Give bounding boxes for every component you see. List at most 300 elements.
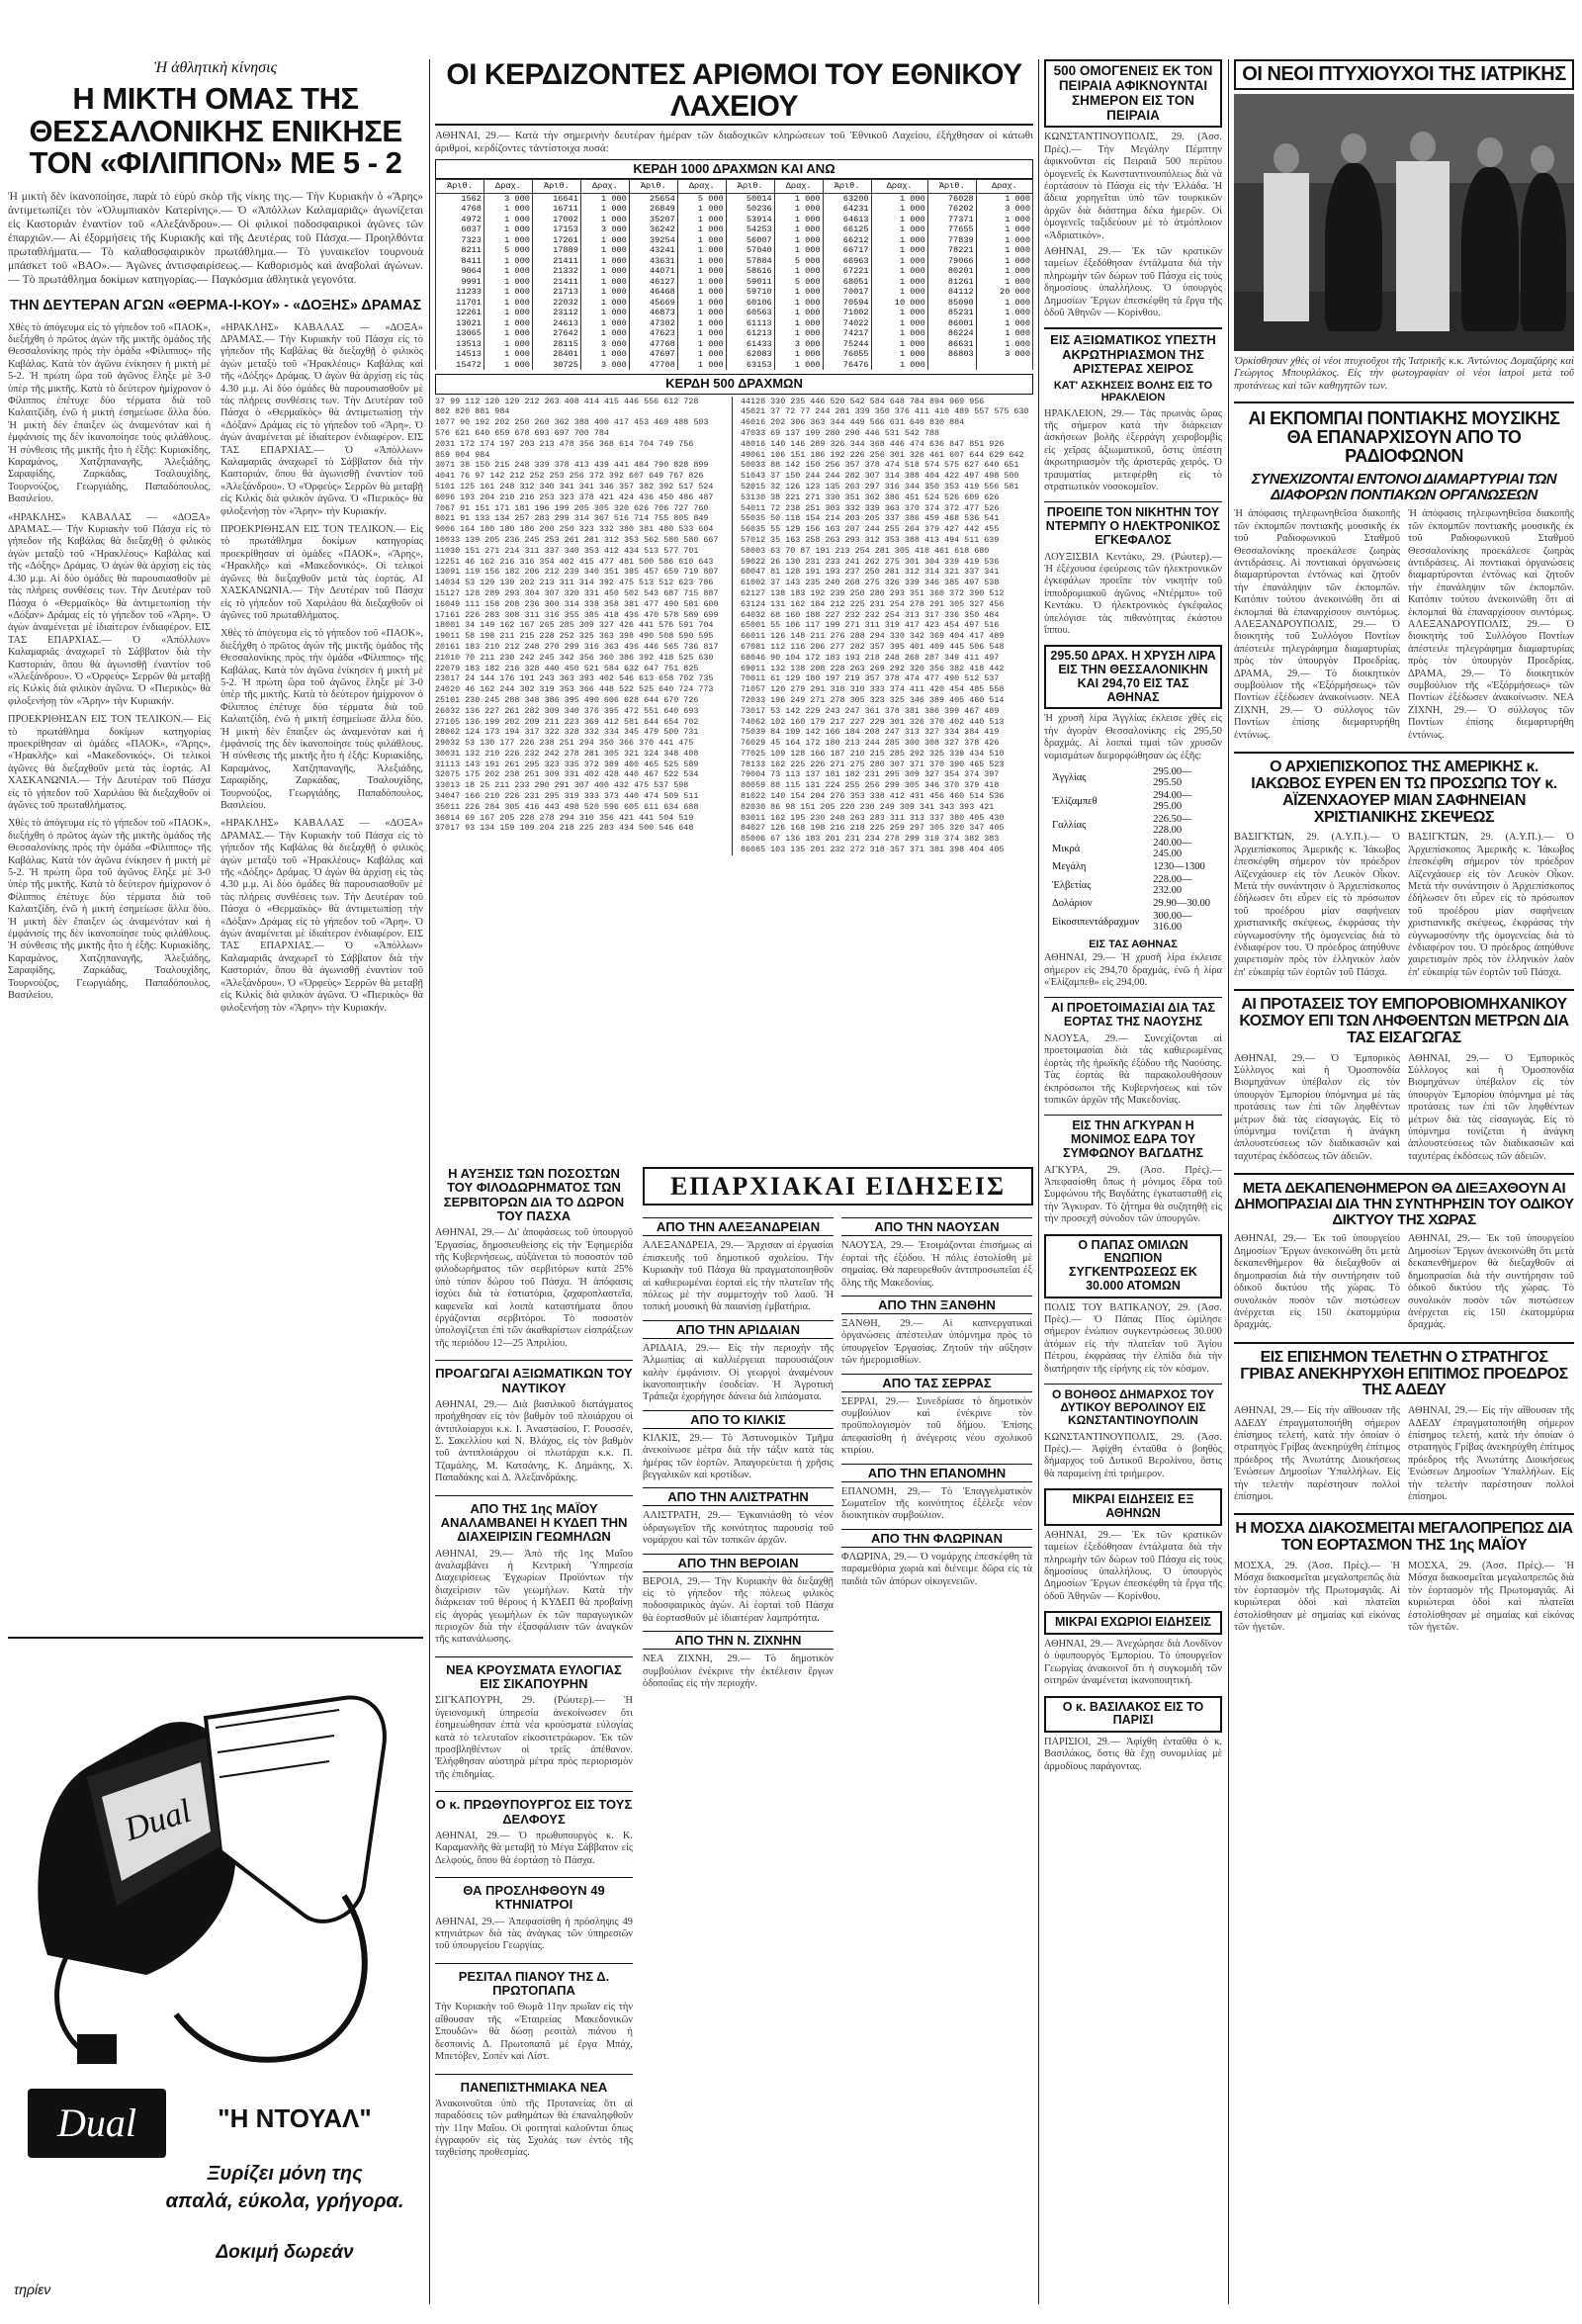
lottery-table xyxy=(435,179,1033,370)
column-news-mid xyxy=(1044,59,1222,1773)
athens-short-body: ΑΘΗΝΑΙ, 29.— Ἐκ τῶν κρατικῶν ταμείων ἐξεδόθησαν ἐντάλματα διὰ τὴν πληρωμὴν τῶν δώρων τοῦ Πάσχα εἰς τοὺς δημοσίους ὑπαλλήλους. Ὁ ὑπουργὸς Δημοσίων Ἔργων ἐπεσκέφθη τὰ ἔργα τῆς ὁδοῦ Ἀθηνῶν — Κορίνθου. xyxy=(1044,1529,1222,1602)
table-cell: 81261 xyxy=(927,277,976,288)
foreign-short-headline: ΜΙΚΡΑΙ ΕΧΩΡΙΟΙ ΕΙΔΗΣΕΙΣ xyxy=(1044,1611,1222,1635)
table-cell: 57884 xyxy=(726,256,774,267)
foreign-short-body: ΑΘΗΝΑΙ, 29.— Ἀνεχώρησε διὰ Λονδῖνον ὁ ὑφυπουργὸς Ἐμπορίου. Τὸ ὑπουργεῖον Γεωργίας ἀνακοινοῖ ὅτι ἡ συγκομιδὴ τῶν σιτηρῶν ἀναμένεται ἱκανοποιητική. xyxy=(1044,1638,1222,1687)
price-row xyxy=(1046,874,1220,896)
table-cell: 17889 xyxy=(532,245,580,256)
lottery-number-line: 80059 88 115 131 224 255 256 299 305 346 370 379 418 xyxy=(741,780,1000,791)
lottery-number-line: 53130 38 221 271 330 351 362 386 451 524 526 609 626 xyxy=(741,492,1000,502)
lottery-number-line: 4041 76 97 142 212 252 253 256 372 392 607 649 767 826 xyxy=(435,471,704,482)
table-cell: 13021 xyxy=(436,318,484,329)
provincial-item-body: ΚΙΛΚΙΣ, 29.— Τὸ Ἀστυνομικὸν Τμῆμα ἀνεκοίνωσε μέτρα διὰ τὴν τάξιν κατὰ τὰς ἡμέρας τῶν ἑορτῶν. Ἀπαγορεύεται ἡ χρῆσις βεγγαλικῶν καὶ κροτίδων. xyxy=(643,1432,834,1480)
ad-brand-logo: Dual xyxy=(28,2089,166,2158)
table-row xyxy=(436,339,1033,350)
table-cell: 46127 xyxy=(629,277,677,288)
naousa-body: ΝΑΟΥΣΑ, 29.— Συνεχίζονται αἱ προετοιμασίαι διὰ τὰς καθιερωμένας ἑορτὰς τῆς ἡρωϊκῆς ἐξόδου τῆς Ναούσης. Τὰς ἑορτὰς θὰ παρακολουθήσουν ἐκπρόσωποι τῆς Κυβερνήσεως καὶ τῶν τοπικῶν ἀρχῶν τῆς Μακεδονίας. xyxy=(1044,1032,1222,1106)
lottery-number-line: 6096 193 204 210 216 253 323 378 421 424 436 450 486 487 xyxy=(435,492,714,502)
table-cell: 84112 xyxy=(927,287,976,298)
table-cell: 5 000 xyxy=(677,193,726,204)
table-cell: 71002 xyxy=(823,308,871,318)
lottery-number-line: 2031 172 174 197 203 213 478 356 368 614 704 749 756 xyxy=(435,438,694,449)
graduates-photo xyxy=(1234,94,1574,351)
roads-body: ΑΘΗΝΑΙ, 29.— Ἐκ τοῦ ὑπουργείου Δημοσίων Ἔργων ἀνεκοινώθη ὅτι μετὰ δεκαπενθήμερον θὰ διεξαχθοῦν αἱ δημοπρασίαι διὰ τὴν συντήρησιν τοῦ ὁδικοῦ δικτύου τῆς χώρας. Τὸ συνολικὸν ποσὸν τῶν πιστώσεων ἀνέρχεται εἰς 150 ἑκατομμύρια δραχμάς. xyxy=(1234,1233,1400,1331)
lottery-number-line: 23017 24 144 176 191 243 363 393 402 546 613 658 702 735 xyxy=(435,673,714,684)
table-cell: 1 000 xyxy=(677,328,726,339)
provincial-dateline-heading: ΑΠΟ ΤΗΝ Ν. ΖΙΧΝΗΝ xyxy=(643,1631,834,1650)
table-row xyxy=(436,308,1033,318)
table-cell: 77839 xyxy=(927,235,976,246)
table-cell: 4768 xyxy=(436,204,484,215)
table-cell: 36242 xyxy=(629,224,677,235)
table-cell: 23112 xyxy=(532,308,580,318)
lottery-number-line: 802 820 881 984 xyxy=(435,406,510,417)
table-cell: 1 000 xyxy=(483,215,532,225)
table-row xyxy=(436,360,1033,371)
table-cell: 62083 xyxy=(726,349,774,360)
lottery-number-line: 46016 202 306 363 344 449 566 631 640 830 884 xyxy=(741,417,965,428)
table-row xyxy=(436,245,1033,256)
ad-brand-caption: "Η ΝΤΟΥΑΛ" xyxy=(218,2103,372,2133)
lottery-number-line: 12251 46 162 216 316 354 402 415 477 481 500 586 610 643 xyxy=(435,556,714,567)
story3-headline: ΑΠΟ ΤΗΣ 1ης ΜΑΪΟΥ ΑΝΑΛΑΜΒΑΝΕΙ Η ΚΥΔΕΠ ΤΗΝ ΔΙΑΧΕΙΡΙΣΙΝ ΓΕΩΜΗΛΩΝ xyxy=(435,1495,633,1545)
lottery-column-header: Δραχ. xyxy=(774,180,823,194)
lottery-number-line: 85006 67 136 183 201 231 234 278 299 319 374 382 383 xyxy=(741,834,1000,845)
table-cell: 35207 xyxy=(629,215,677,225)
table-cell: 1 000 xyxy=(774,245,823,256)
table-cell: 1 000 xyxy=(871,318,927,329)
table-cell: 1 000 xyxy=(580,204,629,215)
officer-subhead: ΚΑΤ' ΑΣΚΗΣΕΙΣ ΒΟΛΗΣ ΕΙΣ ΤΟ ΗΡΑΚΛΕΙΟΝ xyxy=(1053,380,1213,404)
lottery-number-line: 62127 138 183 192 239 250 280 293 351 360 372 390 512 xyxy=(741,587,1005,598)
table-row xyxy=(436,193,1033,204)
table-cell: 1 000 xyxy=(677,349,726,360)
table-cell: 77371 xyxy=(927,215,976,225)
pontic-headline: ΑΙ ΕΚΠΟΜΠΑΙ ΠΟΝΤΙΑΚΗΣ ΜΟΥΣΙΚΗΣ ΘΑ ΕΠΑΝΑΡΧΙΣΟΥΝ ΑΠΟ ΤΟ ΡΑΔΙΟΦΩΝΟΝ xyxy=(1234,402,1574,466)
table-cell: 1 000 xyxy=(483,298,532,309)
lottery-number-line: 28062 124 173 194 317 322 328 332 334 345 479 500 731 xyxy=(435,727,699,738)
table-cell: 1 000 xyxy=(580,193,629,204)
table-cell: 1 000 xyxy=(976,235,1032,246)
table-cell: 50236 xyxy=(726,204,774,215)
lottery-number-line: 36014 69 167 205 228 278 294 310 356 421 441 504 519 xyxy=(435,812,694,823)
table-cell: 1 000 xyxy=(976,215,1032,225)
provincial-dateline-heading: ΑΠΟ ΤΗΝ ΝΑΟΥΣΑΝ xyxy=(841,1217,1032,1236)
table-cell: 1 000 xyxy=(976,277,1032,288)
table-cell: 59710 xyxy=(726,287,774,298)
table-cell: 46468 xyxy=(629,287,677,298)
table-row xyxy=(436,349,1033,360)
table-cell: 1 000 xyxy=(871,287,927,298)
lottery-number-line: 37017 93 134 159 189 204 218 225 283 434 500 546 648 xyxy=(435,823,694,834)
omogeneis-body: ΚΩΝΣΤΑΝΤΙΝΟΥΠΟΛΙΣ, 29. (Ἀσσ. Πρὲς).— Τὴν Μεγάλην Πέμπτην ἀφικνοῦνται εἰς Πειραιᾶ 500 περίπου ὁμογενεῖς ἐκ Κωνσταντινουπόλεως διὰ νὰ ἑορτάσουν τὸ Πάσχα εἰς τὴν Ἑλλάδα. Ἡ ἄδεια χορηγεῖται ὑπὸ τῶν τουρκικῶν ἀρχῶν διὰ διάστημα δέκα ἡμερῶν. Οἱ ὁμογενεῖς ταξιδεύουν μὲ τὸ ἀτμόπλοιον «Ἀδριατικόν». xyxy=(1044,132,1222,241)
table-cell: 5 000 xyxy=(774,277,823,288)
table-cell: 66212 xyxy=(823,235,871,246)
lottery-number-line: 75039 84 109 142 166 184 208 247 313 327 334 384 419 xyxy=(741,727,1000,738)
lottery-column-header: Ἀριθ. xyxy=(823,180,871,194)
table-cell: 54253 xyxy=(726,224,774,235)
table-row xyxy=(436,328,1033,339)
lottery-number-line: 86085 103 135 201 232 272 318 357 371 381 398 404 405 xyxy=(741,845,1005,855)
table-cell: 75244 xyxy=(823,339,871,350)
imports-headline: ΑΙ ΠΡΟΤΑΣΕΙΣ ΤΟΥ ΕΜΠΟΡΟΒΙΟΜΗΧΑΝΙΚΟΥ ΚΟΣΜΟΥ ΕΠΙ ΤΩΝ ΛΗΦΘΕΝΤΩΝ ΜΕΤΡΩΝ ΔΙΑ ΤΑΣ ΕΙΣΑΓΩΓΑΣ xyxy=(1234,989,1574,1046)
table-cell: 1 000 xyxy=(871,204,927,215)
officer-body: ΗΡΑΚΛΕΙΟΝ, 29.— Τὰς πρωινὰς ὥρας τῆς σήμερον κατὰ τὴν διάρκειαν ἀσκήσεων βολῆς ἐξερράγη χειροβομβὶς εἰς χεῖρας ἀξιωματικοῦ, ὅστις ὑπέστη ἀκρωτηριασμὸν τῆς ἀριστερᾶς χειρός. Ὁ τραυματίας μετεφέρθη εἰς τὸ στρατιωτικὸν νοσοκομεῖον. xyxy=(1044,407,1222,492)
table-row xyxy=(436,204,1033,215)
table-cell: 1 000 xyxy=(871,193,927,204)
table-cell: 1 000 xyxy=(677,266,726,277)
table-cell: 1 000 xyxy=(774,349,823,360)
grivas-body: ΑΘΗΝΑΙ, 29.— Εἰς τὴν αἴθουσαν τῆς ΑΔΕΔΥ ἐπραγματοποιήθη σήμερον ἐπίσημος τελετή, κατὰ τὴν ὁποίαν ὁ στρατηγὸς Γρίβας ἀνεκηρύχθη ἐπίτιμος πρόεδρος τῆς Ἀνωτάτης Διοικήσεως Ἑνώσεων Δημοσίων Ὑπαλλήλων. Εἰς τὴν τελετὴν παρέστησαν πολλοὶ ἐπίσημοι. xyxy=(1234,1405,1400,1502)
column-rule-1 xyxy=(429,59,430,2304)
table-cell: 64231 xyxy=(823,204,871,215)
table-cell: 1 000 xyxy=(580,287,629,298)
table-cell: 66717 xyxy=(823,245,871,256)
pontic-body: Ἡ ἀπόφασις τηλεφωνηθεῖσα διακοπῆς τῶν ἐκπομπῶν ποντιακῆς μουσικῆς ἐκ τοῦ Ραδιοφωνικοῦ Σταθμοῦ Θεσσαλονίκης προεκάλεσε ζωηρὰς ἀντιδράσεις. Αἱ ποντιακαὶ ὀργανώσεις διαμαρτύρονται ἐντόνως καὶ ζητοῦν τὴν ἐπανάληψιν τῶν ἐκπομπῶν. Κατόπιν τούτου ἀνεκοινώθη ὅτι αἱ ἐκπομπαὶ θὰ ἐπαναρχίσουν συντόμως. ΑΛΕΞΑΝΔΡΟΥΠΟΛΙΣ, 29.— Ὁ διοικητὴς τοῦ Συλλόγου Ποντίων ἀπέστειλε τηλεγράφημα διαμαρτυρίας πρὸς τὸν ὑπουργὸν Προεδρίας. ΔΡΑΜΑ, 29.— Τὸ διοικητικὸν συμβούλιον τῆς «Ἐξόρμήσεως» τῶν Ποντίων ἐξέδωσεν ἀνακοίνωσιν. ΝΕΑ ΖΙΧΝΗ, 29.— Ὁ σύλλογος τῶν Ποντίων ἐπίσης διεμαρτυρήθη ἐντόνως. xyxy=(1234,508,1400,741)
table-cell: 1 000 xyxy=(871,245,927,256)
table-cell: 5 000 xyxy=(483,245,532,256)
table-cell: 3 000 xyxy=(483,193,532,204)
table-row xyxy=(436,287,1033,298)
table-cell: 61113 xyxy=(726,318,774,329)
lottery-number-line: 71057 120 279 291 318 310 333 374 411 420 454 485 558 xyxy=(741,684,1005,695)
sports-body-c: ΠΡΟΕΚΡΙΘΗΣΑΝ ΕΙΣ ΤΟΝ ΤΕΛΙΚΟΝ.— Εἰς τὸ πρωτάθλημα δοκίμων κατηγορίας προεκρίθησαν αἱ ὁμάδες «ΠΑΟΚ», «Ἄρης», «Ἡρακλῆς» καὶ «Μακεδονικός». Οἱ τελικοὶ ἀγῶνες θὰ διεξαχθοῦν μετὰ τὰς ἑορτάς. ΑΙ ΧΑΣΚΑΝΩΝΙΑ.— Τὴν Δευτέραν τοῦ Πάσχα εἰς τὸ γήπεδον τοῦ Χαριλάου θὰ διεξαχθοῦν οἱ ἀγῶνες τοῦ πρωταθλήματος. xyxy=(8,714,211,812)
roads-headline: ΜΕΤΑ ΔΕΚΑΠΕΝΘΗΜΕΡΟΝ ΘΑ ΔΙΕΞΑΧΘΟΥΝ ΑΙ ΔΗΜΟΠΡΑΣΙΑΙ ΔΙΑ ΤΗΝ ΣΥΝΤΗΡΗΣΙΝ ΤΟΥ ΟΔΙΚΟΥ ΔΙΚΤΥΟΥ ΤΗΣ ΧΩΡΑΣ xyxy=(1234,1173,1574,1227)
lottery-number-line: 30031 132 210 226 232 242 278 281 305 321 324 348 408 xyxy=(435,748,699,759)
table-cell: 11233 xyxy=(436,287,484,298)
story2-headline: ΠΡΟΑΓΩΓΑΙ ΑΞΙΩΜΑΤΙΚΩΝ ΤΟΥ ΝΑΥΤΙΚΟΥ xyxy=(435,1360,633,1395)
table-cell: 39254 xyxy=(629,235,677,246)
gold-athens-body: ΑΘΗΝΑΙ, 29.— Ἡ χρυσῆ λίρα ἐκλεισε σήμερον εἰς 294,70 δραχμάς, ἐνῶ ἡ λίρα «Ἐλίζαμπεθ» εἰς 294,00. xyxy=(1044,952,1222,989)
story7-body: Τὴν Κυριακὴν τοῦ Θωμᾶ 11ην πρωΐαν εἰς τὴν αἴθουσαν τῆς «Ἑταιρείας Μακεδονικῶν Σπουδῶν» θὰ δώσῃ ρεσιτὰλ πιάνου ἡ δεσποινὶς Δ. Πρωτοπαπᾶ μὲ ἔργα Μπάχ, Μπετόβεν, Σοπὲν καὶ Λίστ. xyxy=(435,2002,633,2063)
provincial-item-body: ΝΑΟΥΣΑ, 29.— Ἐτοιμάζονται ἐπισήμως αἱ ἑορταὶ τῆς ἐξόδου. Ἡ πόλις ἐστολίσθη μὲ σημαίας. Θὰ παρευρεθοῦν ἀντιπροσωπεῖαι ἐξ ὅλης τῆς Μακεδονίας. xyxy=(841,1240,1032,1289)
table-cell: 1 000 xyxy=(774,287,823,298)
table-cell: 1 000 xyxy=(483,266,532,277)
lottery-number-line: 59022 26 130 231 233 241 262 275 301 304 339 419 536 xyxy=(741,556,1000,567)
table-cell: 1 000 xyxy=(483,360,532,371)
table-cell: 1 000 xyxy=(580,308,629,318)
iakovos-headline: Ο ΑΡΧΙΕΠΙΣΚΟΠΟΣ ΤΗΣ ΑΜΕΡΙΚΗΣ κ. ΙΑΚΩΒΟΣ ΕΥΡΕΝ ΕΝ ΤΩ ΠΡΟΣΩΠΩ ΤΟΥ κ. ΑΪΖΕΝΧΑΟΥΕΡ ΜΙΑΝ ΣΑΦΗΝΕΙΑΝ ΧΡΙΣΤΙΑΝΙΚΗΣ ΣΚΕΨΕΩΣ xyxy=(1234,752,1574,826)
table-cell: 76028 xyxy=(927,193,976,204)
price-cell: 1230—1300 xyxy=(1153,861,1205,873)
table-row xyxy=(436,215,1033,225)
price-cell: Εἰκοσιπεντάδραχμον xyxy=(1052,916,1140,928)
table-cell: 21332 xyxy=(532,266,580,277)
lottery-number-line: 52015 32 126 123 135 263 297 316 344 350 353 419 556 581 xyxy=(741,481,1019,492)
sports-body-a: Χθὲς τὸ ἀπόγευμα εἰς τὸ γήπεδον τοῦ «ΠΑΟΚ», διεξήχθη ὁ πρῶτος ἀγὼν τῆς μικτῆς ὁμάδος τῆς Θεσσαλονίκης πρὸς τὴν ὁμάδα «Φίλιππος» τῆς Καβάλας. Κατὰ τὸν ἀγῶνα ἐνίκησεν ἡ μικτὴ μὲ 5-2. Ἡ πρώτη ὥρα τοῦ ἀγῶνος ἔληξε μὲ 3-0 ὑπὲρ τῆς μικτῆς. Κατὰ τὸ δεύτερον ἡμίχρονον ὁ Φίλιππος ἐπέτυχε δύο τέρματα διὰ τοῦ Καλαιτζίδη, ἐνῶ ἡ μικτὴ ἐσημείωσε ἄλλα δύο. Ἡ μικτὴ δὲν ἔπαιξεν ὡς ἀναμενόταν καὶ ἡ ἐμφάνισίς της δὲν ἱκανοποίησε τοὺς φιλάθλους. Ἡ σύνθεσις τῆς μικτῆς ἦτο ἡ ἑξῆς: Κυριακίδης, Καραμάνος, Χατζηπαναγῆς, Ἀλεξιάδης, Σαραφίδης, Ζαρκάδας, Τσαλουχίδης, Τουρνούζος, Γεωργιάδης, Παπαδόπουλος, Βασιλείου. xyxy=(8,321,211,505)
table-cell: 1 000 xyxy=(483,256,532,267)
table-cell: 3 000 xyxy=(774,339,823,350)
sports-headline: Η ΜΙΚΤΗ ΟΜΑΣ ΤΗΣ ΘΕΣΣΑΛΟΝΙΚΗΣ ΕΝΙΚΗΣΕ ΤΟΝ «ΦΙΛΙΠΠΟΝ» ΜΕ 5 - 2 xyxy=(29,81,402,181)
table-cell: 13065 xyxy=(436,328,484,339)
table-cell: 1 000 xyxy=(976,266,1032,277)
price-cell: Ἐλβετίας xyxy=(1052,879,1092,891)
table-cell: 86631 xyxy=(927,339,976,350)
table-row xyxy=(436,224,1033,235)
provincial-news xyxy=(643,1167,1033,1690)
price-cell: 295.00—295.50 xyxy=(1153,766,1192,789)
lottery-number-line: 19011 58 198 211 215 228 252 325 363 398 490 508 590 595 xyxy=(435,631,714,642)
story5-body: ΑΘΗΝΑΙ, 29.— Ὁ πρωθυπουργὸς κ. Κ. Καραμανλῆς θὰ μεταβῇ τὸ Μέγα Σάββατον εἰς Δελφούς, ὅπου θὰ ἑορτάσῃ τὸ Πάσχα. xyxy=(435,1830,633,1866)
lottery-number-line: 66011 126 148 211 276 288 294 330 342 369 404 417 489 xyxy=(741,631,1005,642)
provincial-dateline-heading: ΑΠΟ ΤΟ ΚΙΛΚΙΣ xyxy=(643,1410,834,1429)
table-cell: 58616 xyxy=(726,266,774,277)
moscow-headline: Η ΜΟΣΧΑ ΔΙΑΚΟΣΜΕΙΤΑΙ ΜΕΓΑΛΟΠΡΕΠΩΣ ΔΙΑ ΤΟΝ ΕΟΡΤΑΣΜΟΝ ΤΗΣ 1ης ΜΑΪΟΥ xyxy=(1234,1513,1574,1555)
provincial-dateline-heading: ΑΠΟ ΤΗΝ ΒΕΡΟΙΑΝ xyxy=(643,1554,834,1572)
price-cell: Μικρά xyxy=(1052,843,1081,854)
lottery-table-header xyxy=(436,180,1033,194)
lottery-number-line: 63124 131 162 184 212 225 231 254 278 291 305 327 456 xyxy=(741,598,1005,609)
lottery-number-line: 58003 63 70 87 191 213 254 281 305 418 461 618 680 xyxy=(741,545,990,556)
table-cell: 86803 xyxy=(927,349,976,360)
table-cell: 79066 xyxy=(927,256,976,267)
lottery-lead: ΑΘΗΝΑΙ, 29.— Κατὰ τὴν σημερινὴν δευτέραν ἡμέραν τῶν διαδοχικῶν κληρώσεων τοῦ Ἐθνικοῦ Λαχείου, ἐξήχθησαν οἱ κάτωθι ἀριθμοί, κερδίζοντες τἀντίστοιχα ποσά: xyxy=(435,130,1033,154)
table-cell: 4972 xyxy=(436,215,484,225)
table-cell: 1562 xyxy=(436,193,484,204)
table-cell: 1 000 xyxy=(871,339,927,350)
table-cell: 1 000 xyxy=(871,277,927,288)
table-cell: 1 000 xyxy=(976,318,1032,329)
column-lottery xyxy=(435,59,1033,855)
table-cell: 1 000 xyxy=(871,328,927,339)
table-cell: 1 000 xyxy=(774,266,823,277)
lottery-table-title: ΚΕΡΔΗ 1000 ΔΡΑΧΜΩΝ ΚΑΙ ΑΝΩ xyxy=(435,159,1033,179)
athens-short-headline: ΜΙΚΡΑΙ ΕΙΔΗΣΕΙΣ ΕΞ ΑΘΗΝΩΝ xyxy=(1044,1488,1222,1526)
lottery-column-header: Δραχ. xyxy=(677,180,726,194)
vasilakos-body: ΠΑΡΙΣΙΟΙ, 29.— Ἀφίχθη ἐνταῦθα ὁ κ. Βασιλάκος, ὅστις θὰ ἔχῃ συνομιλίας μὲ ἁρμοδίους παράγοντας. xyxy=(1044,1737,1222,1772)
provincial-dateline-heading: ΑΠΟ ΤΗΝ ΦΛΩΡΙΝΑΝ xyxy=(841,1529,1032,1548)
roads-body-cont: ΑΘΗΝΑΙ, 29.— Ἐκ τοῦ ὑπουργείου Δημοσίων Ἔργων ἀνεκοινώθη ὅτι μετὰ δεκαπενθήμερον θὰ διεξαχθοῦν αἱ δημοπρασίαι διὰ τὴν συντήρησιν τοῦ ὁδικοῦ δικτύου τῆς χώρας. Τὸ συνολικὸν ποσὸν τῶν πιστώσεων ἀνέρχεται εἰς 150 ἑκατομμύρια δραχμάς. xyxy=(1408,1233,1574,1331)
table-cell: 1 000 xyxy=(976,224,1032,235)
lottery-number-line: 10033 139 205 236 245 253 261 281 312 353 562 580 580 667 xyxy=(435,534,719,545)
table-cell: 60106 xyxy=(726,298,774,309)
lottery-number-line: 37 99 112 120 129 212 263 408 414 415 446 556 612 728 xyxy=(435,396,699,406)
lottery-number-line: 13091 119 156 182 206 212 239 340 351 385 457 659 719 807 xyxy=(435,567,719,578)
table-cell: 59011 xyxy=(726,277,774,288)
table-cell: 1 000 xyxy=(580,256,629,267)
table-cell: 10 000 xyxy=(871,298,927,309)
table-cell: 1 000 xyxy=(677,224,726,235)
sports-body-b: «ΗΡΑΚΛΗΣ» ΚΑΒΑΛΑΣ — «ΔΟΞΑ» ΔΡΑΜΑΣ.— Τὴν Κυριακὴν τοῦ Πάσχα εἰς τὸ γήπεδον τῆς Καβάλας θὰ διεξαχθῇ ὁ φιλικὸς ἀγὼν μεταξὺ τοῦ «Ἡρακλέους» Καβάλας καὶ τῆς «Δόξης» Δράμας. Ὁ ἀγὼν θὰ ἀρχίσῃ εἰς τὰς 4.30 μ.μ. Αἱ δύο ὁμάδες θὰ παρουσιασθοῦν μὲ τὰς πλήρεις συνθέσεις των. Τὴν Δευτέραν τοῦ Πάσχα ὁ «Θερμαϊκὸς» θὰ ἀντιμετωπίσῃ τὴν «Δόξαν» Δράμας εἰς τὸ γήπεδον τοῦ «Ἄρη». Ὁ ἀγὼν ἀναμένεται μὲ ἰδιαίτερον ἐνδιαφέρον. ΕΙΣ ΤΑΣ ΕΠΑΡΧΙΑΣ.— Ὁ «Ἀπόλλων» Καλαμαριᾶς ἀναχωρεῖ τὸ Σάββατον διὰ τὴν Καστοριάν, ὅπου θὰ ἀγωνισθῇ ἐναντίον τοῦ «Ἀλεξάνδρου». Ὁ «Ὀρφεὺς» Σερρῶν θὰ μεταβῇ εἰς Κιλκὶς διὰ φιλικὸν ἀγῶνα. Ὁ «Πιερικὸς» θὰ φιλοξενήσῃ τὸν «Ἄρην» τὴν Κυριακήν. xyxy=(8,511,211,707)
table-cell: 1 000 xyxy=(677,277,726,288)
provincial-item-body: ΑΛΕΞΑΝΔΡΕΙΑ, 29.— Ἄρχισαν αἱ ἐργασίαι ἐπισκευῆς τοῦ δημοτικοῦ σχολείου. Τὴν Κυριακὴν τοῦ Πάσχα θὰ πραγματοποιηθοῦν αἱ καθιερωμέναι ἑορταὶ εἰς τὴν πλατεῖαν τῆς πόλεως μὲ τὴν συμμετοχὴν τοῦ λαοῦ. Ἡ τοπικὴ μουσικὴ θὰ παιανίσῃ ἐμβατήρια. xyxy=(643,1240,834,1313)
table-cell: 1 000 xyxy=(976,328,1032,339)
lottery-number-line: 14034 53 129 139 202 213 311 314 392 475 513 512 623 786 xyxy=(435,578,714,588)
table-cell: 1 000 xyxy=(871,256,927,267)
lottery-number-line: 60047 81 128 191 193 237 250 281 312 314 321 337 341 xyxy=(741,567,1000,578)
table-cell: 6037 xyxy=(436,224,484,235)
table-cell: 12261 xyxy=(436,308,484,318)
lottery-number-line: 77025 109 128 166 187 210 215 285 292 325 339 434 510 xyxy=(741,748,1005,759)
table-cell: 1 000 xyxy=(774,360,823,371)
story3-body: ΑΘΗΝΑΙ, 29.— Ἀπὸ τῆς 1ης Μαΐου ἀναλαμβάνει ἡ Κεντρικὴ Ὑπηρεσία Διαχειρίσεως Ἐγχωρίων Προϊόντων τὴν διαχείρισιν τῶν γεωμήλων. Κατὰ τὴν διάρκειαν τοῦ θέρους ἡ ΚΥΔΕΠ θὰ προβαίνῃ εἰς ἀγορὰς γεωμήλων ἐκ τῶν παραγωγικῶν περιοχῶν διὰ τὴν ἐξασφάλισιν τῶν ἀναγκῶν τῆς κατανάλωσης. xyxy=(435,1548,633,1646)
lottery-number-line: 27105 136 199 202 209 211 223 369 412 581 644 654 702 xyxy=(435,716,699,727)
lottery-number-line: 9006 164 180 180 186 200 250 323 332 380 381 480 533 604 xyxy=(435,524,714,535)
lottery-number-line: 1077 90 192 202 250 260 362 388 400 417 453 469 488 503 xyxy=(435,417,709,428)
table-cell: 1 000 xyxy=(580,328,629,339)
price-cell: 228.00—232.00 xyxy=(1153,874,1192,897)
table-cell: 68051 xyxy=(823,277,871,288)
naousa-headline: ΑΙ ΠΡΟΕΤΟΙΜΑΣΙΑΙ ΔΙΑ ΤΑΣ ΕΟΡΤΑΣ ΤΗΣ ΝΑΟΥΣΗΣ xyxy=(1044,997,1222,1029)
lottery-number-line: 859 904 984 xyxy=(435,449,490,460)
table-cell: 30725 xyxy=(532,360,580,371)
table-cell: 80201 xyxy=(927,266,976,277)
table-cell: 47697 xyxy=(629,349,677,360)
shaver-advertisement xyxy=(8,1637,423,2321)
table-cell: 1 000 xyxy=(774,328,823,339)
table-cell: 86224 xyxy=(927,328,976,339)
lottery-number-line: 16049 111 158 208 236 300 314 338 358 381 477 490 581 600 xyxy=(435,598,719,609)
price-cell: 226.50—228.00 xyxy=(1153,814,1192,837)
table-cell: 60563 xyxy=(726,308,774,318)
provincial-dateline-heading: ΑΠΟ ΤΗΝ ΑΛΙΣΤΡΑΤΗΝ xyxy=(643,1487,834,1506)
section-kicker: Ἡ ἀθλητικὴ κίνησις xyxy=(153,59,278,76)
table-cell: 9991 xyxy=(436,277,484,288)
table-cell: 9064 xyxy=(436,266,484,277)
table-cell: 47768 xyxy=(629,339,677,350)
table-cell: 1 000 xyxy=(483,277,532,288)
gold-price-table xyxy=(1044,764,1222,935)
table-cell: 43241 xyxy=(629,245,677,256)
pontic-subhead: ΣΥΝΕΧΙΖΟΝΤΑΙ ΕΝΤΟΝΟΙ ΔΙΑΜΑΡΤΥΡΙΑΙ ΤΩΝ ΔΙΑΦΟΡΩΝ ΠΟΝΤΙΑΚΩΝ ΟΡΓΑΝΩΣΕΩΝ xyxy=(1251,470,1557,503)
lottery-number-line: 3071 38 150 215 248 339 378 413 439 441 484 790 828 899 xyxy=(435,460,709,471)
lottery-number-line: 26032 136 227 261 282 309 340 376 395 472 551 640 693 xyxy=(435,705,699,716)
table-cell: 67221 xyxy=(823,266,871,277)
table-cell: 1 000 xyxy=(677,360,726,371)
column-news-left xyxy=(435,1167,633,2160)
price-cell: Γαλλίας xyxy=(1052,819,1087,831)
table-cell: 1 000 xyxy=(774,204,823,215)
column-sports xyxy=(8,59,423,1015)
table-cell: 8211 xyxy=(436,245,484,256)
table-cell: 1 000 xyxy=(483,235,532,246)
table-cell: 26849 xyxy=(629,204,677,215)
table-cell: 44071 xyxy=(629,266,677,277)
table-cell: 1 000 xyxy=(677,298,726,309)
table-cell: 1 000 xyxy=(677,245,726,256)
table-row xyxy=(436,256,1033,267)
provincial-item-body: ΑΛΙΣΤΡΑΤΗ, 29.— Ἐγκαινιάσθη τὸ νέον ὑδραγωγεῖον τῆς κοινότητος παρουσίᾳ τοῦ νομάρχου καὶ τῶν τοπικῶν ἀρχῶν. xyxy=(643,1510,834,1547)
table-cell: 1 000 xyxy=(483,224,532,235)
lottery-number-line: 72033 196 249 271 278 305 323 325 346 389 405 460 514 xyxy=(741,694,1005,705)
price-row xyxy=(1046,766,1220,788)
table-cell: 1 000 xyxy=(871,360,927,371)
lottery-headline: ΟΙ ΚΕΡΔΙΖΟΝΤΕΣ ΑΡΙΘΜΟΙ ΤΟΥ ΕΘΝΙΚΟΥ ΛΑΧΕΙΟΥ xyxy=(435,59,1033,126)
table-cell: 14513 xyxy=(436,349,484,360)
lottery-number-line: 79004 73 113 137 181 182 231 295 309 327 354 374 397 xyxy=(741,769,1000,780)
table-cell: 1 000 xyxy=(976,308,1032,318)
table-cell: 17261 xyxy=(532,235,580,246)
lottery-number-line: 57012 35 163 258 263 293 312 353 388 413 494 511 639 xyxy=(741,534,1000,545)
story2-body: ΑΘΗΝΑΙ, 29.— Διὰ βασιλικοῦ διατάγματος προήχθησαν εἰς τὸν βαθμὸν τοῦ πλοιάρχου οἱ ἀντιπλοίαρχοι κ.κ. Ι. Ἀναστασίου, Γ. Ρουσσέν, Σ. Σακελλίου καὶ Ν. Βλάχος, εἰς τὸν βαθμὸν τοῦ ἀντιπλοιάρχου οἱ πλωτάρχαι κ.κ. Π. Τζαμάλης, Μ. Κατσάνης, Κ. Δημάκης, Χ. Παπαδάκης καὶ Δ. Ἀλεξανδράκης. xyxy=(435,1398,633,1484)
lottery-number-line: 32075 175 202 238 251 309 331 402 428 440 467 522 534 xyxy=(435,769,699,780)
table-cell: 1 000 xyxy=(580,235,629,246)
baghdad-body: ΑΓΚΥΡΑ, 29. (Ἀσσ. Πρὲς).— Ἀπεφασίσθη ὅπως ἡ μόνιμος ἕδρα τοῦ Συμφώνου τῆς Βαγδάτης ἐγκατασταθῇ εἰς τὴν Ἄγκυραν. Τὸ ζήτημα θὰ συζητηθῇ εἰς τὴν προσεχῆ σύνοδον τῶν ὑπουργῶν. xyxy=(1044,1164,1222,1225)
story4-body: ΣΙΓΚΑΠΟΥΡΗ, 29. (Ρώυτερ).— Ἡ ὑγειονομικὴ ὑπηρεσία ἀνεκοίνωσεν ὅτι ἐσημειώθησαν ἐπτὰ νέα κρούσματα εὐλογίας κατὰ τὸ τελευταῖον εἰκοσιτετράωρον. Ἐκ τῶν προσβληθέντων οἱ τρεῖς ἀπέθανον. Ἐλήφθησαν αὐστηρὰ μέτρα πρὸς περιορισμὸν τῆς ἐπιδημίας. xyxy=(435,1695,633,1780)
gold-headline: 295.50 ΔΡΑΧ. Η ΧΡΥΣΗ ΛΙΡΑ ΕΙΣ ΤΗΝ ΘΕΣΣΑΛΟΝΙΚΗΝ ΚΑΙ 294,70 ΕΙΣ ΤΑΣ ΑΘΗΝΑΣ xyxy=(1044,645,1222,709)
lottery-number-line: 45021 37 72 77 244 281 339 350 376 411 410 489 557 575 630 xyxy=(741,406,1029,417)
lottery-number-line: 74062 102 160 179 217 227 229 301 326 370 402 440 513 xyxy=(741,716,1005,727)
table-cell: 61433 xyxy=(726,339,774,350)
table-cell: 1 000 xyxy=(774,235,823,246)
table-cell: 1 000 xyxy=(774,308,823,318)
table-cell: 45669 xyxy=(629,298,677,309)
omogeneis-body-cont: ΑΘΗΝΑΙ, 29.— Ἐκ τῶν κρατικῶν ταμείων ἐξεδόθησαν ἐντάλματα διὰ τὴν πληρωμὴν τῶν δώρων τοῦ Πάσχα εἰς τοὺς δημοσίους ὑπαλλήλους. Ὁ ὑπουργὸς Δημοσίων Ἔργων ἐπεσκέφθη τὰ ἔργα τῆς ὁδοῦ Ἀθηνῶν — Κορίνθου. xyxy=(1044,246,1222,319)
table-cell: 16711 xyxy=(532,204,580,215)
lottery-column-header: Δραχ. xyxy=(871,180,927,194)
lottery-number-line: 576 621 640 659 678 693 697 700 784 xyxy=(435,427,609,438)
table-cell: 13513 xyxy=(436,339,484,350)
table-cell: 43631 xyxy=(629,256,677,267)
price-cell: 240.00—245.00 xyxy=(1153,838,1192,860)
table-cell: 28401 xyxy=(532,349,580,360)
table-cell: 74217 xyxy=(823,328,871,339)
provincial-column-a xyxy=(643,1211,834,1690)
provincial-item-body: ΦΛΩΡΙΝΑ, 29.— Ὁ νομάρχης ἐπεσκέφθη τὰ παραμεθόρια χωριὰ καὶ διένειμε δῶρα εἰς τὰ παιδιὰ τῶν ἀπόρων οἰκογενειῶν. xyxy=(841,1551,1032,1587)
table-cell: 78221 xyxy=(927,245,976,256)
table-cell: 21411 xyxy=(532,256,580,267)
lottery-column-header: Ἀριθ. xyxy=(726,180,774,194)
gold-body: Ἡ χρυσῆ λίρα Ἀγγλίας ἐκλεισε χθὲς εἰς τὴν ἀγορὰν Θεσσαλονίκης εἰς 295,50 δραχμάς. Αἱ λοιπαὶ τιμαὶ τῶν χρυσῶν νομισμάτων διεμορφώθησαν ὡς ἑξῆς: xyxy=(1044,713,1222,761)
table-cell: 1 000 xyxy=(774,298,823,309)
column-rule-2 xyxy=(1038,59,1039,2304)
price-cell: 29.90—30.00 xyxy=(1153,898,1210,910)
table-cell: 1 000 xyxy=(580,266,629,277)
provincial-item-body: ΑΡΙΔΑΙΑ, 29.— Εἰς τὴν περιοχὴν τῆς Ἀλμωπίας αἱ καλλιέργειαι παρουσιάζουν καλὴν ἐμφάνισιν. Οἱ γεωργοὶ ἀναμένουν ἱκανοποιητικὴν ἐσοδείαν. Ἡ Ἀγροτικὴ Τράπεζα ἐχορήγησε δάνεια διὰ λιπάσματα. xyxy=(643,1342,834,1403)
svg-text:Dual: Dual xyxy=(120,1792,196,1849)
table-cell: 1 000 xyxy=(580,349,629,360)
lottery-number-line: 67081 112 116 206 277 282 357 395 401 409 445 506 548 xyxy=(741,641,1005,652)
lottery-number-line: 50033 88 142 150 256 357 378 474 518 574 575 627 640 651 xyxy=(741,460,1019,471)
ad-trial: Δοκιμή δωρεάν xyxy=(216,2242,354,2263)
provincial-dateline-heading: ΑΠΟ ΤΑΣ ΣΕΡΡΑΣ xyxy=(841,1374,1032,1392)
table-cell: 76202 xyxy=(927,204,976,215)
table-cell: 1 000 xyxy=(677,287,726,298)
grivas-body-cont: ΑΘΗΝΑΙ, 29.— Εἰς τὴν αἴθουσαν τῆς ΑΔΕΔΥ ἐπραγματοποιήθη σήμερον ἐπίσημος τελετή, κατὰ τὴν ὁποίαν ὁ στρατηγὸς Γρίβας ἀνεκηρύχθη ἐπίτιμος πρόεδρος τῆς Ἀνωτάτης Διοικήσεως Ἑνώσεων Δημοσίων Ὑπαλλήλων. Εἰς τὴν τελετὴν παρέστησαν πολλοὶ ἐπίσημοι. xyxy=(1408,1405,1574,1502)
table-cell: 1 000 xyxy=(580,245,629,256)
table-cell: 3 000 xyxy=(580,339,629,350)
table-cell: 1 000 xyxy=(976,339,1032,350)
officer-headline: ΕΙΣ ΑΞΙΩΜΑΤΙΚΟΣ ΥΠΕΣΤΗ ΑΚΡΩΤΗΡΙΑΣΜΟΝ ΤΗΣ ΑΡΙΣΤΕΡΑΣ ΧΕΙΡΟΣ xyxy=(1044,327,1222,376)
table-row xyxy=(436,277,1033,288)
berlin-headline: Ο ΒΟΗΘΟΣ ΔΗΜΑΡΧΟΣ ΤΟΥ ΔΥΤΙΚΟΥ ΒΕΡΟΛΙΝΟΥ ΕΙΣ ΚΩΝΣΤΑΝΤΙΝΟΥΠΟΛΙΝ xyxy=(1044,1384,1222,1428)
table-cell: 1 000 xyxy=(677,235,726,246)
table-cell: 20 000 xyxy=(976,287,1032,298)
price-cell: 294.00—295.00 xyxy=(1153,790,1192,813)
derby-headline: ΠΡΟΕΙΠΕ ΤΟΝ ΝΙΚΗΤΗΝ ΤΟΥ ΝΤΕΡΜΠΥ Ο ΗΛΕΚΤΡΟΝΙΚΟΣ ΕΓΚΕΦΑΛΟΣ xyxy=(1044,501,1222,547)
lottery-number-line: 24020 46 162 244 302 319 353 366 448 522 525 640 724 773 xyxy=(435,684,714,695)
lottery-number-line: 76029 45 164 172 180 213 244 285 300 308 327 378 426 xyxy=(741,738,1000,749)
provincial-banner: ΕΠΑΡΧΙΑΚΑΙ ΕΙΔΗΣΕΙΣ xyxy=(643,1167,1033,1206)
table-cell: 7323 xyxy=(436,235,484,246)
price-row xyxy=(1046,790,1220,812)
graduates-headline: ΟΙ ΝΕΟΙ ΠΤΥΧΙΟΥΧΟΙ ΤΗΣ ΙΑΤΡΙΚΗΣ xyxy=(1234,59,1574,90)
column-news-right xyxy=(1234,59,1574,1634)
table-cell: 63200 xyxy=(823,193,871,204)
berlin-body: ΚΩΝΣΤΑΝΤΙΝΟΥΠΟΛΙΣ, 29. (Ἀσσ. Πρὲς).— Ἀφίχθη ἐνταῦθα ὁ βοηθὸς δήμαρχος τοῦ Δυτικοῦ Βερολίνου, ὅστις θὰ παραμείνῃ ἐπὶ τριήμερον. xyxy=(1044,1431,1222,1479)
table-cell: 63153 xyxy=(726,360,774,371)
iakovos-body-cont: ΒΑΣΙΓΚΤΩΝ, 29. (Α.Υ.Π.).— Ὁ Ἀρχιεπίσκοπος Ἀμερικῆς κ. Ἰάκωβος ἐπεσκέφθη σήμερον τὸν πρόεδρον Αϊζενχάουερ εἰς τὸν Λευκὸν Οἶκον. Μετὰ τὴν συνάντησιν ὁ Ἀρχιεπίσκοπος ἐδήλωσεν ὅτι εὗρεν εἰς τὸ πρόσωπον τοῦ προέδρου μίαν σαφήνειαν χριστιανικῆς σκέψεως, ἐκφράσας τὴν εὐγνωμοσύνην τῆς ὁμογενείας διὰ τὸ ἐνδιαφέρον του. Ὁ πρόεδρος ἀπηύθυνε χαιρετισμὸν πρὸς τὸν ἑλληνικὸν λαὸν ἐπ' εὐκαιρίᾳ τῶν ἑορτῶν τοῦ Πάσχα. xyxy=(1408,832,1574,978)
lottery-number-line: 54011 72 238 251 303 332 339 363 370 374 372 477 526 xyxy=(741,502,1000,513)
table-cell: 66125 xyxy=(823,224,871,235)
table-cell: 1 000 xyxy=(871,349,927,360)
provincial-item-body: ΞΑΝΘΗ, 29.— Αἱ καπνεργατικαὶ ὀργανώσεις ἀπέστειλαν ὑπόμνημα πρὸς τὸ ὑπουργεῖον Ἐργασίας. Ζητοῦν τὴν αὔξησιν τῶν ἡμερομισθίων. xyxy=(841,1317,1032,1367)
lottery-number-line: 82030 86 98 151 205 220 230 249 309 341 343 393 421 xyxy=(741,801,995,812)
moscow-body-cont: ΜΟΣΧΑ, 29. (Ἀσσ. Πρὲς).— Ἡ Μόσχα διακοσμεῖται μεγαλοπρεπῶς διὰ τὸν ἑορτασμὸν τῆς Πρωτομαγιᾶς. Αἱ κυριώτεραι ὁδοὶ καὶ πλατεῖαι ἐστολίσθησαν μὲ σημαίας καὶ εἰκόνας τῶν ἡγετῶν. xyxy=(1408,1560,1574,1633)
story5-headline: Ο κ. ΠΡΩΘΥΠΟΥΡΓΟΣ ΕΙΣ ΤΟΥΣ ΔΕΛΦΟΥΣ xyxy=(435,1791,633,1827)
grivas-headline: ΕΙΣ ΕΠΙΣΗΜΟΝ ΤΕΛΕΤΗΝ Ο ΣΤΡΑΤΗΓΟΣ ΓΡΙΒΑΣ ΑΝΕΚΗΡΥΧΘΗ ΕΠΙΤΙΜΟΣ ΠΡΟΕΔΡΟΣ ΤΗΣ ΑΔΕΔΥ xyxy=(1234,1342,1574,1399)
lottery-numbers-left xyxy=(435,397,733,855)
